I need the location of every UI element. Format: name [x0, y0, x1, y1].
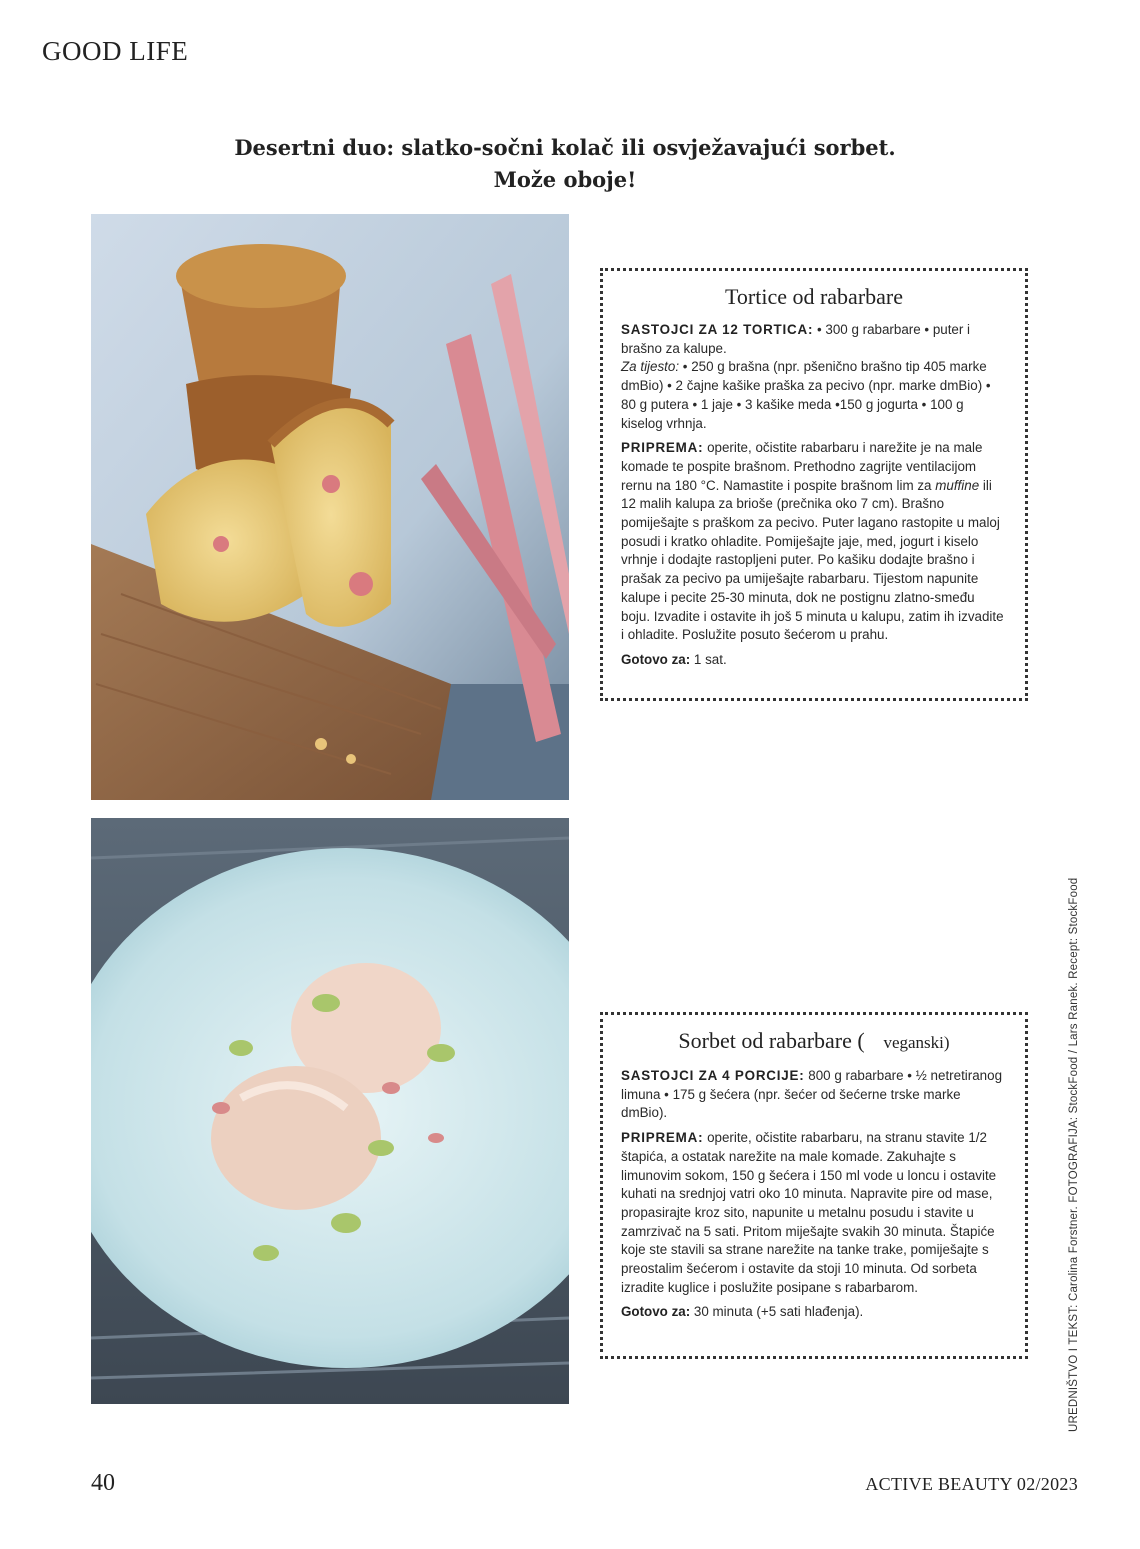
muffins-photo: [91, 214, 569, 800]
preparation-text: operite, očistite rabarbaru i narežite je na male komade te pospite brašnom. Prethodno zagrijte ventilacijom rernu na 180 °C. Namastite i pospite brašnom lim za: [621, 440, 983, 493]
ingredients-text: • 300 g rabarbare • puter i brašno za kalupe.: [621, 322, 971, 356]
preparation-label: PRIPREMA:: [621, 1130, 704, 1146]
recipe-title: [621, 1027, 1007, 1057]
preparation-text: operite, očistite rabarbaru, na stranu stavite 1/2 štapića, a ostatak narežite na male komade. Zakuhajte s limunovim sokom, 150 g šećera i 150 ml vode u loncu i ostavite kuhati na srednjoj vatri oko 10 minuta. Napravite pire od mase, propasirajte kroz sito, napunite u metalnu posudu i stavite u zamrzivač na 5 sati. Pritom miješajte svakih 30 minuta. Štapiće koje ste stavili sa strane narežite na tanke trake, pomiješajte s preostalim šećerom i ostavite da stoji 10 minuta. Od sorbeta izradite kuglice i poslužite posipane s rabarbarom.: [621, 1130, 997, 1295]
photo-credit: UREDNIŠTVO I TEKST: Carolina Forstner. FOTOGRAFIJA: StockFood / Lars Ranek. Recept: StockFood: [1068, 877, 1080, 1432]
preparation: [621, 439, 1007, 645]
ingredients-text: 800 g rabarbare • ½ netretiranog limuna • 175 g šećera (npr. šećer od šećerne trske marke dmBio).: [621, 1068, 1003, 1121]
magazine-issue: ACTIVE BEAUTY 02/2023: [865, 1474, 1078, 1494]
dough-label: Za tijesto:: [621, 359, 680, 375]
recipe-title-text: Sorbet od rabarbare (: [678, 1028, 865, 1053]
recipe-title: Tortice od rabarbare: [724, 284, 904, 309]
ingredients: [621, 321, 1007, 433]
headline: [150, 132, 980, 196]
recipe-box-muffins: [600, 268, 1028, 701]
headline-line-2: Može oboje!: [493, 167, 637, 192]
vegan-label: veganski): [876, 1033, 943, 1052]
ready-text: 1 sat.: [690, 651, 727, 667]
ready-label: Gotovo za:: [621, 651, 691, 667]
ready-label: Gotovo za:: [621, 1304, 691, 1320]
ready-text: 30 minuta (+5 sati hlađenja).: [690, 1304, 864, 1320]
ready-in: [621, 1303, 1007, 1322]
ingredients: [621, 1067, 1007, 1123]
preparation: [621, 1129, 1007, 1297]
preparation-italic: muffine: [935, 477, 980, 493]
dough-text: • 250 g brašna (npr. pšenično brašno tip 405 marke dmBio) • 2 čajne kašike praška za pecivo (npr. marke dmBio) • 80 g putera • 1 jaje • 3 kašike meda •150 g jogurta • 100 g kiselog vrhnja.: [621, 359, 991, 431]
recipe-box-sorbet: [600, 1012, 1028, 1359]
sorbet-photo: [91, 818, 569, 1404]
headline-line-1: Desertni duo: slatko-sočni kolač ili osvježavajući sorbet.: [234, 135, 896, 160]
page-number: 40: [91, 1470, 115, 1496]
apple-icon: [871, 1033, 877, 1052]
ingredients-label: SASTOJCI ZA 4 PORCIJE:: [621, 1068, 805, 1083]
ingredients-label: SASTOJCI ZA 12 TORTICA:: [621, 322, 814, 337]
section-label: GOOD LIFE: [42, 36, 189, 66]
ready-in: [621, 651, 1007, 670]
preparation-label: PRIPREMA:: [621, 440, 704, 456]
preparation-text-2: ili 12 malih kalupa za brioše (prečnika oko 7 cm). Brašno pomiješajte s praškom za pecivo. Puter lagano rastopite u maloj posudi i kratko ohladite. Pomiješajte jaje, med, jogurt i kiselo vrhnje i dodajte rastopljeni puter. Po kašiku dodajte brašno i prašak za pecivo pa umiješajte rabarbaru. Tijestom napunite kalupe i pecite 25-30 minuta, dok ne postignu zlatno-smeđu boju. Izvadite i ostavite ih još 5 minuta u kalupu, zatim ih izvadite i ohladite. Poslužite posuto šećerom u prahu.: [621, 477, 1004, 643]
